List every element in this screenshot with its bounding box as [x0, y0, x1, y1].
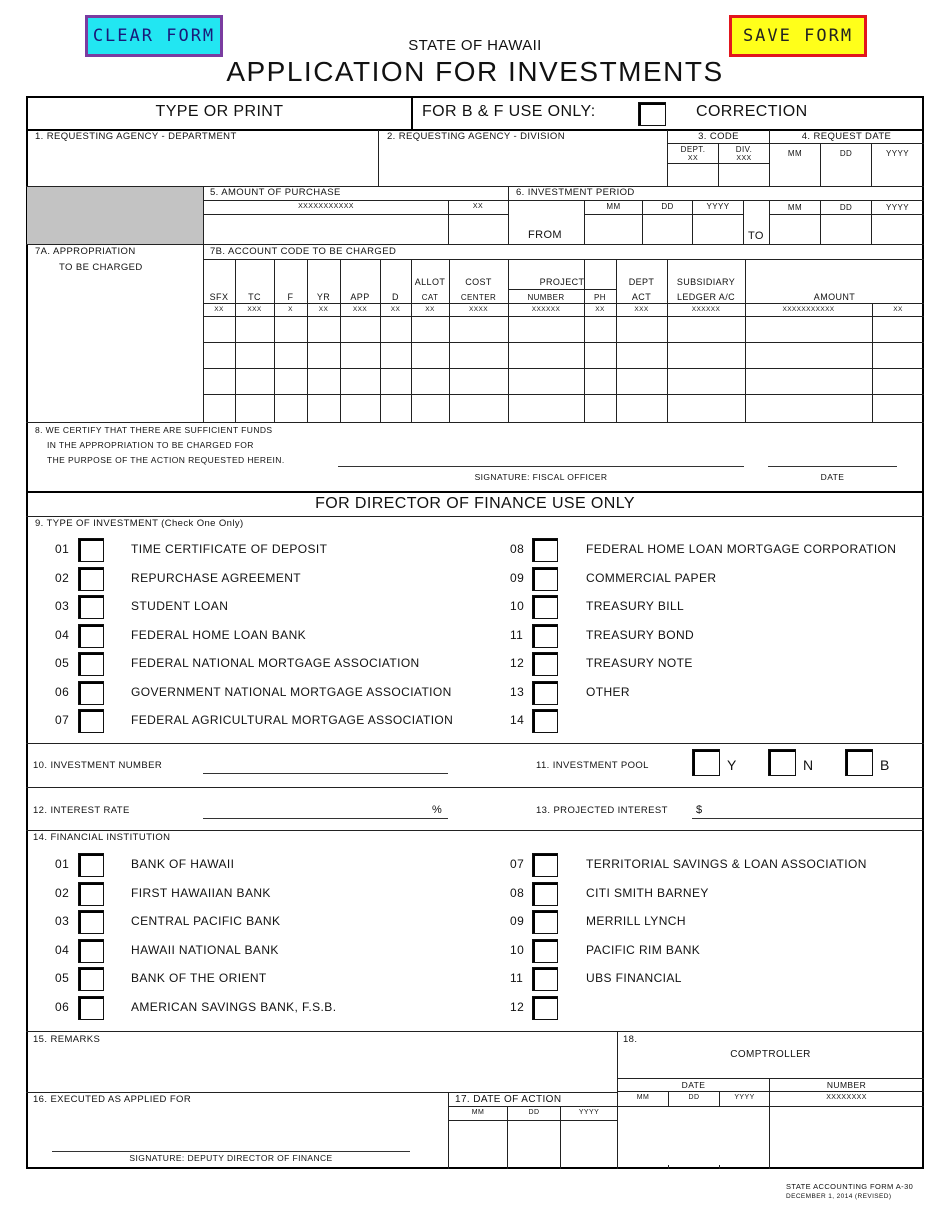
to-dd: DD: [839, 203, 853, 212]
f9-left-checkbox[interactable]: [78, 652, 104, 676]
f9-right-checkbox[interactable]: [532, 595, 558, 619]
f14-left-checkbox[interactable]: [78, 967, 104, 991]
f9-left-label: REPURCHASE AGREEMENT: [131, 570, 302, 585]
f14-right-num: 07: [510, 857, 525, 871]
fiscal-officer-signature-label: SIGNATURE: FISCAL OFFICER: [474, 472, 608, 482]
pool-n-label: N: [803, 757, 814, 773]
from-dd: DD: [661, 202, 674, 211]
f14-right-num: 11: [510, 971, 524, 985]
field-7a-sublabel: TO BE CHARGED: [59, 262, 143, 273]
f9-left-label: GOVERNMENT NATIONAL MORTGAGE ASSOCIATION: [131, 684, 452, 699]
acct-format-5: XX: [390, 306, 401, 313]
f9-left-num: 06: [55, 684, 70, 699]
dollar-sign: $: [696, 804, 703, 816]
from-label: FROM: [528, 229, 562, 241]
acct-header-allot: ALLOT: [414, 277, 446, 287]
percent-sign: %: [432, 804, 443, 816]
deputy-director-signature-label: SIGNATURE: DEPUTY DIRECTOR OF FINANCE: [129, 1153, 333, 1163]
f14-left-label: CENTRAL PACIFIC BANK: [131, 914, 281, 928]
acct-col-10: ACT: [631, 292, 652, 302]
f14-right-label: PACIFIC RIM BANK: [586, 942, 701, 957]
f14-left-num: 01: [55, 857, 70, 871]
acct-header-cost: COST: [465, 277, 492, 287]
f14-left-label: BANK OF THE ORIENT: [131, 971, 267, 985]
f9-right-label: COMMERCIAL PAPER: [586, 570, 717, 585]
field-1-label: 1. REQUESTING AGENCY - DEPARTMENT: [35, 131, 237, 142]
deputy-director-signature-line[interactable]: [52, 1151, 410, 1152]
f9-right-checkbox[interactable]: [532, 681, 558, 705]
field-17-label: 17. DATE OF ACTION: [455, 1094, 562, 1105]
f9-left-num: 04: [55, 627, 70, 642]
f9-left-num: 01: [55, 542, 70, 556]
f9-left-label: STUDENT LOAN: [131, 599, 229, 613]
investment-number-input[interactable]: [203, 773, 448, 774]
f9-left-num: 02: [55, 570, 70, 585]
field-15-label: 15. REMARKS: [33, 1034, 101, 1045]
f9-right-num: 14: [510, 713, 525, 727]
field-14-label: 14. FINANCIAL INSTITUTION: [33, 832, 171, 843]
f9-left-checkbox[interactable]: [78, 624, 104, 648]
form-number: STATE ACCOUNTING FORM A-30: [786, 1182, 914, 1191]
f9-right-num: 13: [510, 684, 525, 699]
code-div-label: DIV.: [735, 145, 753, 154]
acct-format-4: XXX: [352, 306, 368, 313]
certify-date-line[interactable]: [768, 466, 897, 467]
f14-left-num: 06: [55, 999, 70, 1014]
acct-col-11: LEDGER A/C: [676, 292, 736, 302]
correction-label: CORRECTION: [696, 103, 808, 120]
acct-format-2: X: [288, 306, 293, 313]
projected-interest-input[interactable]: [692, 818, 922, 819]
f14-right-label: TERRITORIAL SAVINGS & LOAN ASSOCIATION: [586, 857, 867, 871]
field-6-label: 6. INVESTMENT PERIOD: [516, 187, 635, 198]
field-10-label: 10. INVESTMENT NUMBER: [33, 760, 163, 771]
acct-col-6: CAT: [421, 293, 439, 302]
f9-right-num: 09: [510, 570, 525, 585]
clear-form-button[interactable]: CLEAR FORM: [85, 15, 223, 57]
field-9-label: 9. TYPE OF INVESTMENT (Check One Only): [35, 518, 244, 529]
f14-left-num: 02: [55, 885, 70, 900]
certify-line-2: IN THE APPROPRIATION TO BE CHARGED FOR: [47, 440, 254, 450]
f9-right-num: 11: [510, 627, 524, 642]
revision-date: DECEMBER 1, 2014 (REVISED): [786, 1193, 892, 1200]
field-4-label: 4. REQUEST DATE: [801, 131, 892, 142]
acct-format-8: XXXXXX: [531, 306, 561, 313]
acct-col-2: F: [287, 292, 294, 302]
save-form-button[interactable]: SAVE FORM: [729, 15, 867, 57]
pool-b-checkbox[interactable]: [845, 749, 873, 776]
acct-col-3: YR: [316, 292, 331, 302]
f9-right-label: TREASURY NOTE: [586, 656, 693, 670]
f18-dd: DD: [688, 1094, 700, 1101]
f9-left-label: TIME CERTIFICATE OF DEPOSIT: [131, 542, 328, 556]
f9-right-num: 08: [510, 542, 525, 556]
certify-date-label: DATE: [820, 472, 845, 482]
to-mm: MM: [787, 203, 803, 212]
acct-format-12: XXXXXXXXXXX: [782, 306, 835, 313]
f9-left-label: FEDERAL HOME LOAN BANK: [131, 627, 307, 642]
field-13-label: 13. PROJECTED INTEREST: [536, 805, 668, 816]
acct-col-4: APP: [350, 292, 370, 302]
f9-right-num: 12: [510, 656, 525, 670]
f9-right-checkbox[interactable]: [532, 624, 558, 648]
f14-left-label: FIRST HAWAIIAN BANK: [131, 885, 271, 900]
f14-right-label: CITI SMITH BARNEY: [586, 885, 709, 900]
acct-format-0: XX: [214, 306, 224, 313]
acct-header-subs: SUBSIDIARY: [676, 277, 736, 287]
f14-right-checkbox[interactable]: [532, 882, 558, 906]
pool-b-label: B: [880, 757, 890, 773]
from-yyyy: YYYY: [706, 202, 730, 211]
code-dept-label: DEPT.: [680, 145, 706, 154]
f14-left-label: AMERICAN SAVINGS BANK, F.S.B.: [131, 999, 337, 1014]
f14-right-checkbox[interactable]: [532, 853, 558, 877]
f9-left-label: FEDERAL NATIONAL MORTGAGE ASSOCIATION: [131, 656, 420, 670]
request-date-yyyy: YYYY: [886, 149, 909, 158]
type-or-print-label: TYPE OR PRINT: [155, 103, 284, 120]
acct-format-6: XX: [425, 306, 435, 313]
f17-mm: MM: [471, 1109, 485, 1116]
field-18-label: 18.: [623, 1034, 638, 1045]
f14-left-checkbox[interactable]: [78, 853, 104, 877]
f14-left-num: 03: [55, 914, 70, 928]
f18-mm: MM: [636, 1094, 650, 1101]
acct-format-13: XX: [893, 306, 903, 313]
f14-right-num: 08: [510, 885, 525, 900]
field-16-label: 16. EXECUTED AS APPLIED FOR: [33, 1094, 192, 1105]
f9-right-checkbox[interactable]: [532, 538, 558, 562]
acct-format-11: XXXXXX: [691, 306, 721, 313]
f14-left-checkbox[interactable]: [78, 996, 104, 1020]
f18-date-label: DATE: [681, 1080, 706, 1090]
f9-left-checkbox[interactable]: [78, 567, 104, 591]
acct-format-3: XX: [318, 306, 329, 313]
field-3-label: 3. CODE: [698, 131, 739, 142]
f14-right-checkbox[interactable]: [532, 939, 558, 963]
f9-right-label: FEDERAL HOME LOAN MORTGAGE CORPORATION: [586, 542, 897, 556]
field-12-label: 12. INTEREST RATE: [33, 805, 130, 816]
pool-y-label: Y: [727, 757, 737, 773]
f18-number-format: XXXXXXXX: [826, 1094, 867, 1101]
f14-right-num: 09: [510, 914, 525, 928]
acct-header-project: PROJECT: [539, 277, 585, 287]
director-heading: FOR DIRECTOR OF FINANCE USE ONLY: [315, 495, 635, 512]
acct-col-5: D: [392, 292, 399, 302]
field-2-label: 2. REQUESTING AGENCY - DIVISION: [387, 131, 565, 142]
f14-right-label: MERRILL LYNCH: [586, 914, 686, 928]
field-11-label: 11. INVESTMENT POOL: [536, 760, 649, 771]
pool-n-checkbox[interactable]: [768, 749, 796, 776]
acct-header-dept: DEPT: [628, 277, 655, 287]
f14-left-label: HAWAII NATIONAL BANK: [131, 942, 279, 957]
f14-left-checkbox[interactable]: [78, 882, 104, 906]
acct-col-7: CENTER: [460, 293, 497, 302]
acct-format-7: XXXX: [469, 306, 488, 313]
to-yyyy: YYYY: [886, 203, 909, 212]
pool-y-checkbox[interactable]: [692, 749, 720, 776]
f9-right-num: 10: [510, 599, 525, 613]
state-heading: STATE OF HAWAII: [408, 37, 542, 54]
f9-left-num: 07: [55, 713, 70, 727]
request-date-mm: MM: [787, 149, 803, 158]
f17-dd: DD: [528, 1109, 540, 1116]
amount-cents-format: XX: [472, 203, 484, 210]
from-mm: MM: [606, 202, 621, 211]
f9-right-checkbox[interactable]: [532, 652, 558, 676]
correction-checkbox[interactable]: [638, 102, 666, 126]
f9-right-label: TREASURY BOND: [586, 627, 695, 642]
f9-left-label: FEDERAL AGRICULTURAL MORTGAGE ASSOCIATION: [131, 713, 454, 727]
f9-left-num: 03: [55, 599, 70, 613]
acct-format-9: XX: [595, 306, 605, 313]
acct-col-9: PH: [594, 293, 606, 302]
code-div-format: XXX: [736, 155, 752, 162]
f9-right-checkbox[interactable]: [532, 709, 558, 733]
f9-left-checkbox[interactable]: [78, 595, 104, 619]
f18-yyyy: YYYY: [734, 1094, 755, 1101]
acct-col-12: AMOUNT: [813, 292, 856, 302]
f14-left-num: 05: [55, 971, 70, 985]
f9-left-checkbox[interactable]: [78, 538, 104, 562]
acct-col-0: SFX: [209, 292, 229, 302]
f9-right-checkbox[interactable]: [532, 567, 558, 591]
f14-left-label: BANK OF HAWAII: [131, 857, 235, 871]
f14-left-num: 04: [55, 942, 70, 957]
f9-right-label: TREASURY BILL: [586, 599, 685, 613]
bf-use-label: FOR B & F USE ONLY:: [422, 103, 596, 120]
comptroller-label: COMPTROLLER: [730, 1049, 811, 1060]
page-title: APPLICATION FOR INVESTMENTS: [226, 56, 724, 87]
to-label: TO: [748, 230, 764, 242]
f9-right-label: OTHER: [586, 684, 630, 699]
interest-rate-input[interactable]: [203, 818, 448, 819]
request-date-dd: DD: [839, 149, 853, 158]
f14-right-num: 10: [510, 942, 525, 957]
f14-right-checkbox[interactable]: [532, 910, 558, 934]
f17-yyyy: YYYY: [578, 1109, 600, 1116]
amount-format: XXXXXXXXXXX: [298, 203, 354, 210]
f18-number-label: NUMBER: [826, 1080, 867, 1090]
certify-line-1: 8. WE CERTIFY THAT THERE ARE SUFFICIENT FUNDS: [35, 425, 273, 435]
field-5-label: 5. AMOUNT OF PURCHASE: [210, 187, 341, 198]
acct-format-1: XXX: [247, 306, 262, 313]
f14-right-checkbox[interactable]: [532, 967, 558, 991]
shaded-block: [27, 187, 203, 244]
f14-left-checkbox[interactable]: [78, 939, 104, 963]
field-7a-label: 7A. APPROPRIATION: [35, 246, 136, 257]
acct-col-1: TC: [248, 292, 261, 302]
f14-right-checkbox[interactable]: [532, 996, 558, 1020]
f9-left-checkbox[interactable]: [78, 709, 104, 733]
acct-col-8: NUMBER: [527, 293, 565, 302]
f9-left-checkbox[interactable]: [78, 681, 104, 705]
fiscal-officer-signature-line[interactable]: [338, 466, 744, 467]
f9-left-num: 05: [55, 656, 70, 670]
f14-right-num: 12: [510, 999, 525, 1014]
code-dept-format: XX: [687, 155, 699, 162]
f14-right-label: UBS FINANCIAL: [586, 971, 682, 985]
field-7b-label: 7B. ACCOUNT CODE TO BE CHARGED: [210, 246, 397, 257]
acct-format-10: XXX: [634, 306, 649, 313]
f14-left-checkbox[interactable]: [78, 910, 104, 934]
certify-line-3: THE PURPOSE OF THE ACTION REQUESTED HEREIN.: [47, 455, 285, 465]
